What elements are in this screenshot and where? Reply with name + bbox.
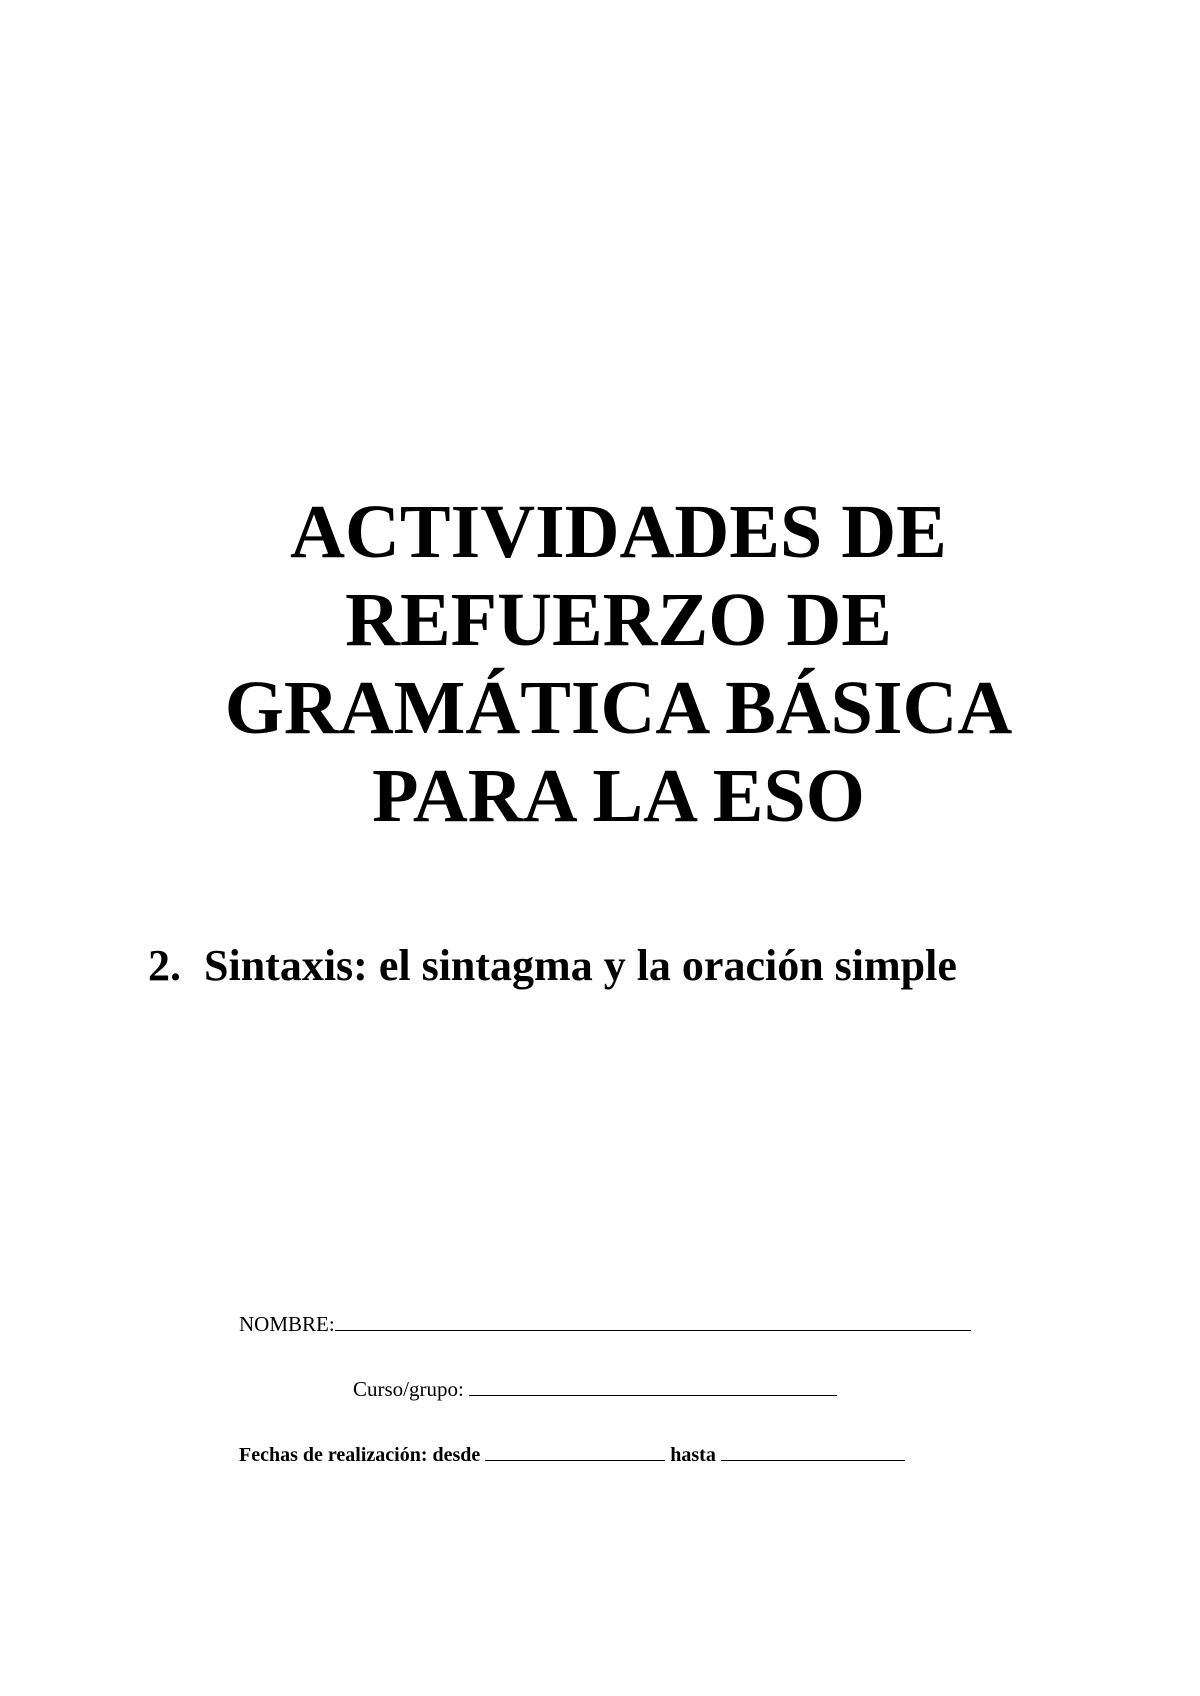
fecha-hasta-field[interactable]: [721, 1440, 905, 1461]
title-line-3: GRAMÁTICA BÁSICA: [224, 666, 1013, 750]
section-title: Sintaxis: el sintagma y la oración simple: [204, 941, 957, 990]
curso-row: [353, 1375, 837, 1402]
document-title: [0, 488, 1200, 840]
nombre-label: NOMBRE:: [239, 1312, 335, 1336]
fecha-desde-field[interactable]: [485, 1440, 665, 1461]
curso-field[interactable]: [469, 1375, 837, 1396]
nombre-row: [239, 1310, 971, 1337]
fechas-desde-label: Fechas de realización: desde: [239, 1444, 481, 1466]
title-line-4: PARA LA ESO: [372, 754, 865, 838]
section-heading: [148, 940, 957, 992]
nombre-field[interactable]: [335, 1310, 971, 1331]
title-line-2: REFUERZO DE: [345, 578, 892, 662]
fechas-row: [239, 1440, 905, 1468]
curso-label: Curso/grupo:: [353, 1377, 464, 1401]
fechas-hasta-label: hasta: [670, 1444, 716, 1466]
title-line-1: ACTIVIDADES DE: [290, 490, 947, 574]
section-number: 2.: [148, 941, 181, 990]
